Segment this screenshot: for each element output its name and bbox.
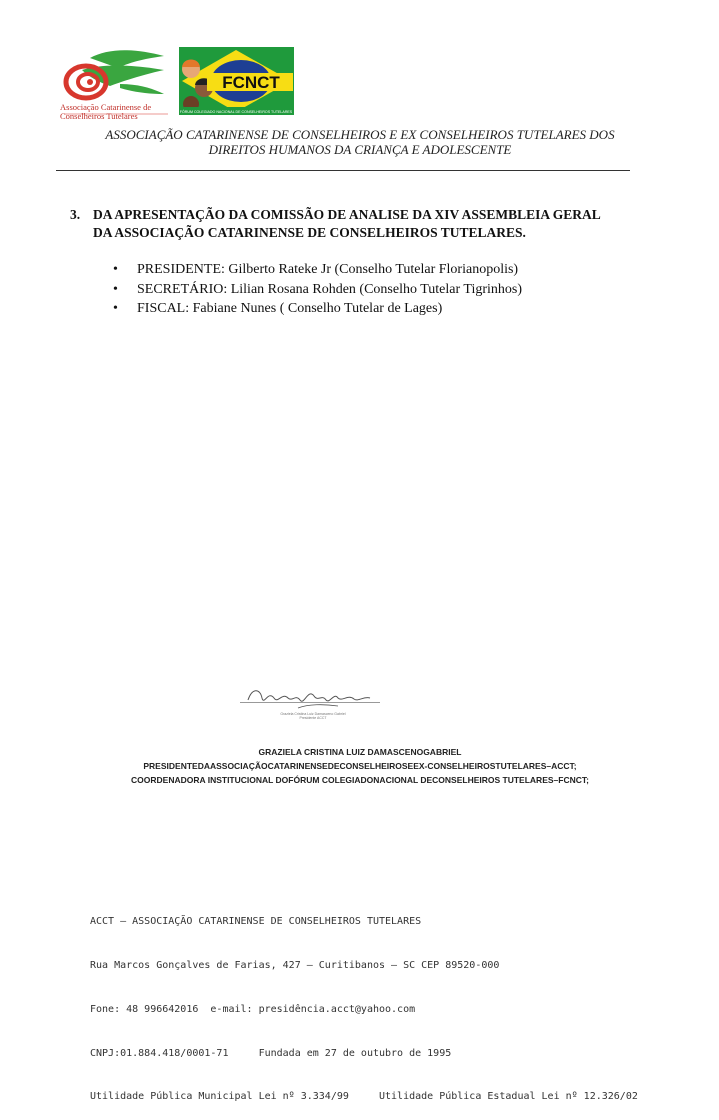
footer-line: ACCT – ASSOCIAÇÃO CATARINENSE DE CONSELHEIROS TUTELARES	[90, 916, 422, 928]
footer-line: Utilidade Pública Municipal Lei nº 3.334/99 Utilidade Pública Estadual Lei nº 12.326/02	[90, 1091, 638, 1103]
organization-title	[60, 127, 660, 157]
section-number: 3.	[70, 207, 81, 222]
footer-line: CNPJ:01.884.418/0001-71 Fundada em 27 de outubro de 1995	[90, 1047, 452, 1059]
section-title-line1: DA APRESENTAÇÃO DA COMISSÃO DE ANALISE DA XIV ASSEMBLEIA GERAL	[93, 207, 601, 222]
list-item: • PRESIDENTE: Gilberto Rateke Jr (Conselho Tutelar Florianopolis)	[113, 260, 673, 280]
organization-title-line2: DIREITOS HUMANOS DA CRIANÇA E ADOLESCENTE	[208, 142, 512, 157]
fcnct-logo-subtext: FÓRUM COLEGIADO NACIONAL DE CONSELHEIROS TUTELARES	[179, 110, 293, 114]
signature-line	[240, 702, 380, 703]
section-title-line2: DA ASSOCIAÇÃO CATARINENSE DE CONSELHEIROS TUTELARES.	[93, 225, 526, 240]
signature-caption: Graziela Cristina Luiz Damasceno Gabriel Presidente ACCT	[280, 712, 346, 720]
list-item: • SECRETÁRIO: Lilian Rosana Rohden (Conselho Tutelar Tigrinhos)	[113, 280, 673, 300]
fcnct-logo-text: FCNCT	[222, 73, 280, 92]
signer-name: GRAZIELA CRISTINA LUIZ DAMASCENOGABRIEL	[258, 747, 462, 757]
fcnct-logo	[179, 47, 294, 115]
signer-block	[60, 745, 660, 787]
dove-tail	[120, 84, 164, 94]
dove-wing	[90, 50, 164, 68]
header-divider	[56, 170, 630, 171]
section-heading	[70, 206, 670, 242]
signer-role-line2: COORDENADORA INSTITUCIONAL DOFÓRUM COLEGIADONACIONAL DECONSELHEIROS TUTELARES–FCNCT;	[131, 775, 589, 785]
footer-contact	[90, 886, 690, 1120]
list-item: • FISCAL: Fabiane Nunes ( Conselho Tutelar de Lages)	[113, 299, 673, 319]
footer-line: Fone: 48 996642016 e-mail: presidência.acct@yahoo.com	[90, 1003, 416, 1015]
acct-logo-text: Associação Catarinense de Conselheiros Tutelares	[60, 102, 152, 121]
organization-title-line1: ASSOCIAÇÃO CATARINENSE DE CONSELHEIROS E EX CONSELHEIROS TUTELARES DOS	[105, 127, 615, 142]
footer-line: Rua Marcos Gonçalves de Farias, 427 – Curitibanos – SC CEP 89520-000	[90, 959, 500, 971]
commission-member-list	[113, 260, 673, 319]
signer-role-line1: PRESIDENTEDAASSOCIAÇÃOCATARINENSEDECONSELHEIROSEEX-CONSELHEIROSTUTELARES–ACCT;	[143, 761, 577, 771]
